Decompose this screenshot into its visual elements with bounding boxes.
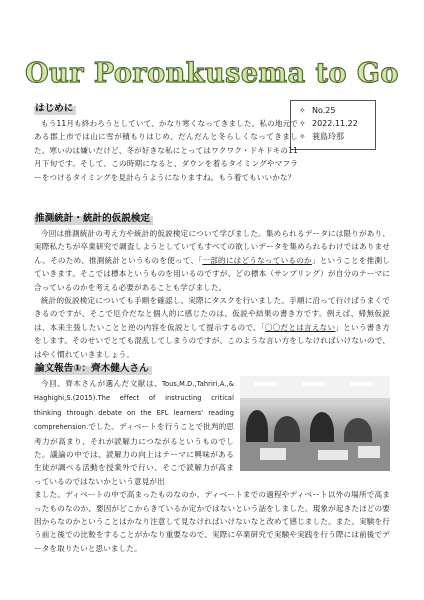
- title-banner: [0, 58, 424, 89]
- issue-number: No.25: [312, 106, 336, 115]
- sparkle-icon: ✧: [299, 119, 306, 128]
- report-left-column: [34, 377, 234, 488]
- stats-p2-text-b: 」という書き方をします。そのせいでとても混乱してしまうのですが、このような言い方をしなければいけないので、はやく慣れていきましょう。: [34, 322, 391, 359]
- stats-p1-text-a: 今回は推測統計の考え方や統計的仮説検定について学びました。集められるデータには限りがあり、実際私たちが卒業研究で調査しようとしていてもすべての欲しいデータを集められるわけではありません。そのため、推測統計というものを使って、「: [34, 229, 390, 265]
- stats-paragraph-1: [34, 227, 390, 294]
- report-left-text: でした。ディベートを行うことで批判的思考力が高まり、それが読解力につながるというものでした。議論の中では、読解力の向上はテーマに興味がある生徒が調べる活動を授業外で行い、そこで読解力が高まっているのではないかという意見が出: [34, 422, 234, 486]
- stats-section: [34, 206, 390, 361]
- report-heading: 論文報告①：齊木健人さん: [34, 360, 152, 375]
- issue-date: 2022.11.22: [312, 119, 358, 128]
- stats-p1-underline: 一部的にはどうなっているのか: [202, 255, 312, 265]
- stats-p2-underline: 〇〇だとは言えない: [264, 322, 336, 332]
- intro-section: [34, 96, 390, 184]
- stats-p2-text-a: 統計的仮説検定についても手順を確認し、実際にタスクを行いました。手順に沿って行けばうまくできるのですが、そこで厄介だなと個人的に感じたのは、仮説や結果の書き方です。例えば、帰無仮説は、本来主張したいことと逆の内容を仮説として提示するので、「: [34, 296, 390, 332]
- issue-author: 蓑島玲那: [312, 132, 344, 141]
- report-full-text: ました。ディベートの中で高まったものなのか、ディベートまでの過程やディベート以外の場所で高まったものなのか、要因がどこからきているか定かではないという話をしました。現象が起きたほどの要因からなのかということはかなり注意して見なければいけないなと改めて感じました。また、実験を行う前と後での比較をすることがかなり重要なので、実際に卒業研究で実験や実践を行う際には前後でデータを取りたいと思いました。: [34, 490, 390, 553]
- intro-heading: はじめに: [34, 100, 76, 115]
- report-intro-text: [34, 377, 234, 488]
- stats-p1-text-b: 」ということを推測していきます。そこでは標本というものを用いるのですが、どの標本（サンプリング）が自分のテーマに合っているのかを考える必要があることも学びました。: [34, 255, 391, 292]
- seminar-photo: [240, 376, 390, 471]
- intro-text: もう11月も終わろうとしていて、かなり寒くなってきました。私の地元である郡上市では山に雪が積もりはじめ、だんだんと冬らしくなってきました。寒いのは嫌いだけど、冬が好きな私にとってはワクワク・ドキドキの11月下旬です。そして、この時期になると、ダウンを着るタイミングやマフラーをつけるタイミングを見計らうようになりますね。もう着てもいいかな？: [34, 119, 298, 182]
- newsletter-title: Our Poronkusema to Go: [25, 58, 399, 89]
- sparkle-icon: ✧: [299, 132, 306, 141]
- stats-paragraph-2: [34, 294, 390, 361]
- report-citation: Tous,M.D.,Tahriri,A.,& Haghighi,S.(2015).The effect of instructing critical thinking through debate on the EFL learners' reading comprehension.: [34, 380, 234, 432]
- sparkle-icon: ✧: [299, 106, 306, 115]
- report-lead: 今回、齊木さんが選んだ文献は、: [41, 379, 163, 388]
- stats-heading: 推測統計・統計的仮説検定: [34, 210, 153, 225]
